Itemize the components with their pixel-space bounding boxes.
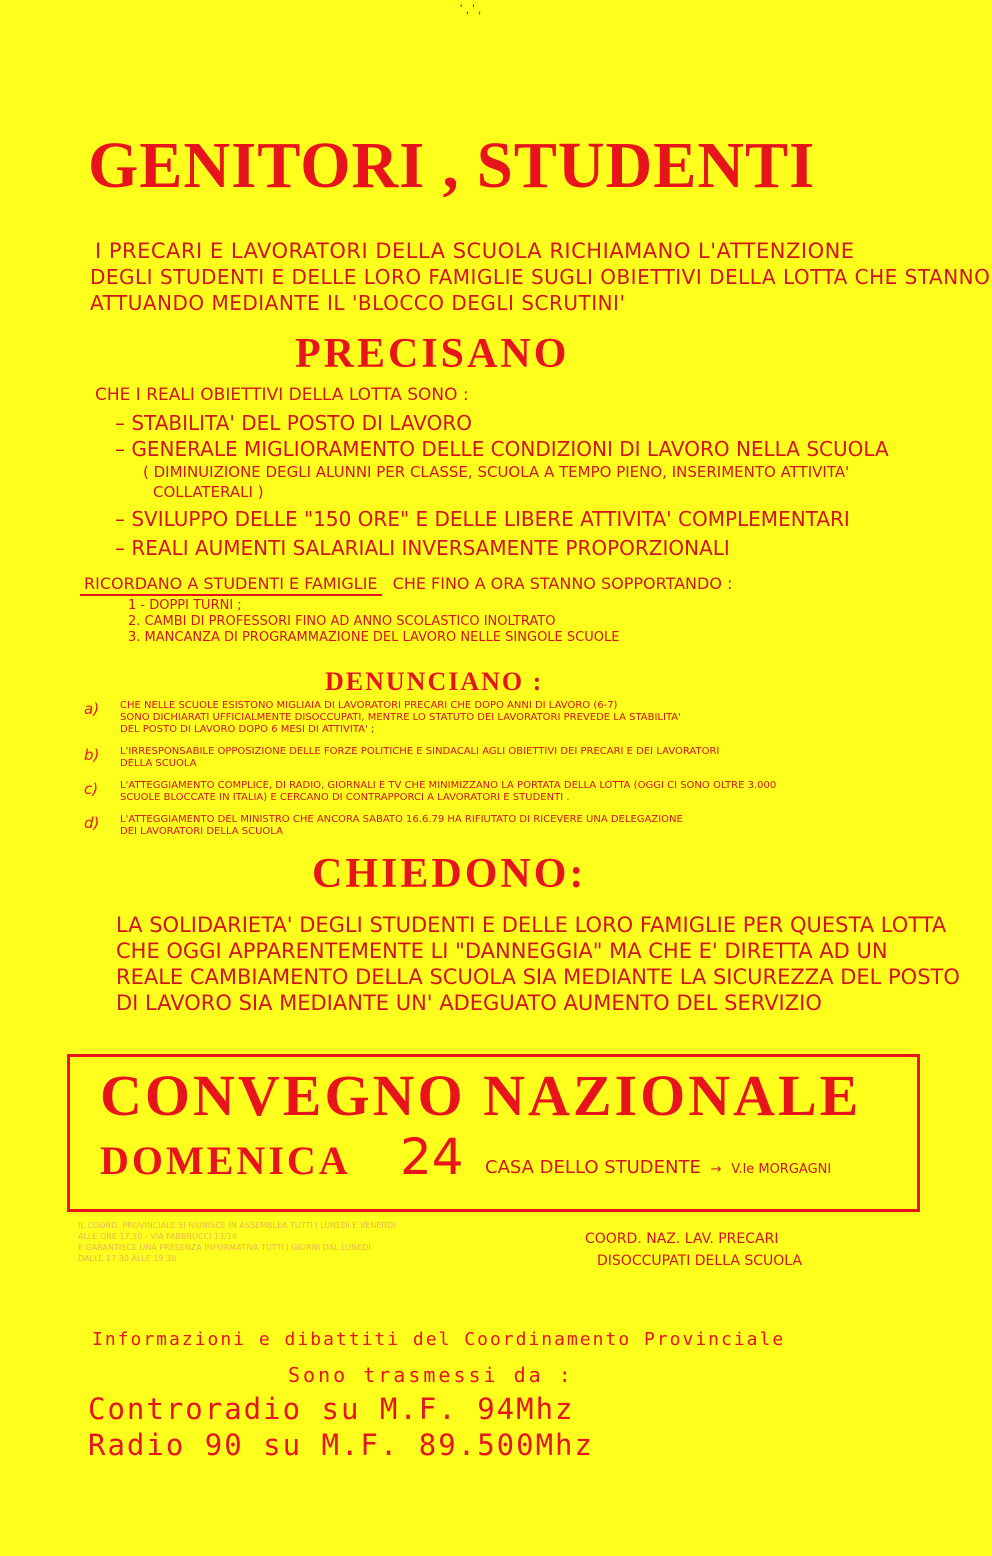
footer-broadcast-line: Sono trasmessi da : (288, 1363, 574, 1387)
ricordano-item: 3. MANCANZA DI PROGRAMMAZIONE DEL LAVORO NELLE SINGOLE SCUOLE (128, 630, 620, 645)
item-line: L'IRRESPONSABILE OPPOSIZIONE DELLE FORZE POLITICHE E SINDACALI AGLI OBIETTIVI DEI PRECARI E DEI LAVORATORI (120, 746, 720, 757)
chiedono-line: LA SOLIDARIETA' DEGLI STUDENTI E DELLE LORO FAMIGLIE PER QUESTA LOTTA (116, 913, 947, 937)
note-line: DALLE 17.30 ALLE 19.30 (78, 1254, 177, 1263)
ricordano-list (128, 598, 619, 646)
ricordano-underlined: RICORDANO A STUDENTI E FAMIGLIE (80, 574, 382, 596)
signature-block (585, 1228, 802, 1272)
footer-info-line: Informazioni e dibattiti del Coordinamento Provinciale (92, 1329, 786, 1350)
chiedono-line: REALE CAMBIAMENTO DELLA SCUOLA SIA MEDIANTE LA SICUREZZA DEL POSTO (116, 965, 960, 989)
precisano-heading: PRECISANO (295, 331, 570, 377)
intro-line: I PRECARI E LAVORATORI DELLA SCUOLA RICHIAMANO L'ATTENZIONE (95, 239, 855, 263)
intro-line: ATTUANDO MEDIANTE IL 'BLOCCO DEGLI SCRUTINI' (90, 291, 626, 315)
place-name: CASA DELLO STUDENTE (485, 1157, 701, 1178)
intro-line: DEGLI STUDENTI E DELLE LORO FAMIGLIE SUGLI OBIETTIVI DELLA LOTTA CHE STANNO (90, 265, 991, 289)
item-line: L'ATTEGGIAMENTO COMPLICE, DI RADIO, GIORNALI E TV CHE MINIMIZZANO LA PORTATA DELLA LOTTA (OGGI CI SONO OLTRE 3.000 (120, 780, 777, 791)
ricordano-rest: CHE FINO A ORA STANNO SOPPORTANDO : (392, 574, 733, 593)
signature-line: COORD. NAZ. LAV. PRECARI (585, 1231, 779, 1247)
denunciano-heading: DENUNCIANO : (325, 667, 544, 696)
arrow-icon: → (710, 1162, 722, 1177)
convegno-date: 24 (400, 1128, 464, 1186)
denunciano-item (84, 746, 914, 770)
street-name: V.le MORGAGNI (731, 1162, 832, 1177)
footer-controradio: Controradio su M.F. 94Mhz (88, 1392, 575, 1426)
item-label: c) (84, 780, 99, 798)
convegno-day: DOMENICA (100, 1138, 351, 1183)
ricordano-line (80, 573, 732, 595)
objective-subnote: ( DIMINUIZIONE DEGLI ALUNNI PER CLASSE, SCUOLA A TEMPO PIENO, INSERIMENTO ATTIVITA' (143, 463, 850, 481)
item-line: DEL POSTO DI LAVORO DOPO 6 MESI DI ATTIVITA' ; (120, 724, 375, 735)
chiedono-line: CHE OGGI APPARENTEMENTE LI "DANNEGGIA" MA CHE E' DIRETTA AD UN (116, 939, 888, 963)
item-line: DELLA SCUOLA (120, 758, 197, 769)
objective-item: – STABILITA' DEL POSTO DI LAVORO (115, 411, 472, 435)
objective-item: – SVILUPPO DELLE "150 ORE" E DELLE LIBERE ATTIVITA' COMPLEMENTARI (115, 507, 850, 531)
convegno-place (485, 1157, 831, 1181)
precisano-lead: CHE I REALI OBIETTIVI DELLA LOTTA SONO : (95, 385, 469, 405)
objective-item: – GENERALE MIGLIORAMENTO DELLE CONDIZIONI DI LAVORO NELLA SCUOLA (115, 437, 889, 461)
header-marks: ' , ' , (460, 2, 482, 16)
convegno-title: CONVEGNO NAZIONALE (100, 1063, 862, 1128)
objectives-list (115, 410, 889, 562)
item-line: SCUOLE BLOCCATE IN ITALIA) E CERCANO DI CONTRAPPORCI A LAVORATORI E STUDENTI . (120, 792, 570, 803)
denunciano-item (84, 780, 914, 804)
item-line: SONO DICHIARATI UFFICIALMENTE DISOCCUPATI, MENTRE LO STATUTO DEI LAVORATORI PREVEDE LA STABILITA' (120, 712, 681, 723)
note-line: E GARANTISCE UNA PRESENZA INFORMATIVA TUTTI I GIORNI DAL LUNEDI (78, 1243, 371, 1252)
chiedono-line: DI LAVORO SIA MEDIANTE UN' ADEGUATO AUMENTO DEL SERVIZIO (116, 991, 822, 1015)
denunciano-list (84, 700, 914, 838)
item-label: a) (84, 700, 100, 718)
item-label: d) (84, 814, 100, 832)
item-label: b) (84, 746, 100, 764)
objective-subnote: COLLATERALI ) (153, 483, 264, 501)
note-line: IL COORD. PROVINCIALE SI RIUNISCE IN ASSEMBLEA TUTTI I LUNEDI E VENERDI (78, 1221, 396, 1230)
denunciano-item (84, 700, 914, 736)
poster-title: GENITORI , STUDENTI (88, 129, 816, 202)
signature-line: DISOCCUPATI DELLA SCUOLA (597, 1253, 802, 1269)
ricordano-item: 2. CAMBI DI PROFESSORI FINO AD ANNO SCOLASTICO INOLTRATO (128, 614, 556, 629)
convegno-box (67, 1054, 920, 1212)
ricordano-item: 1 - DOPPI TURNI ; (128, 598, 242, 613)
faint-meeting-note (78, 1220, 395, 1264)
chiedono-paragraph (116, 912, 960, 1016)
item-line: DEI LAVORATORI DELLA SCUOLA (120, 826, 283, 837)
item-line: CHE NELLE SCUOLE ESISTONO MIGLIAIA DI LAVORATORI PRECARI CHE DOPO ANNI DI LAVORO (6-7) (120, 700, 618, 711)
chiedono-heading: CHIEDONO: (312, 851, 587, 897)
objective-item: – REALI AUMENTI SALARIALI INVERSAMENTE PROPORZIONALI (115, 536, 730, 560)
denunciano-item (84, 814, 914, 838)
item-line: L'ATTEGGIAMENTO DEL MINISTRO CHE ANCORA SABATO 16.6.79 HA RIFIUTATO DI RICEVERE UNA DELEGAZIONE (120, 814, 683, 825)
note-line: ALLE ORE 17.30 - VIA FABBRUCCI 13/14 (78, 1232, 238, 1241)
footer-radio90: Radio 90 su M.F. 89.500Mhz (88, 1428, 594, 1462)
intro-paragraph (90, 238, 990, 316)
